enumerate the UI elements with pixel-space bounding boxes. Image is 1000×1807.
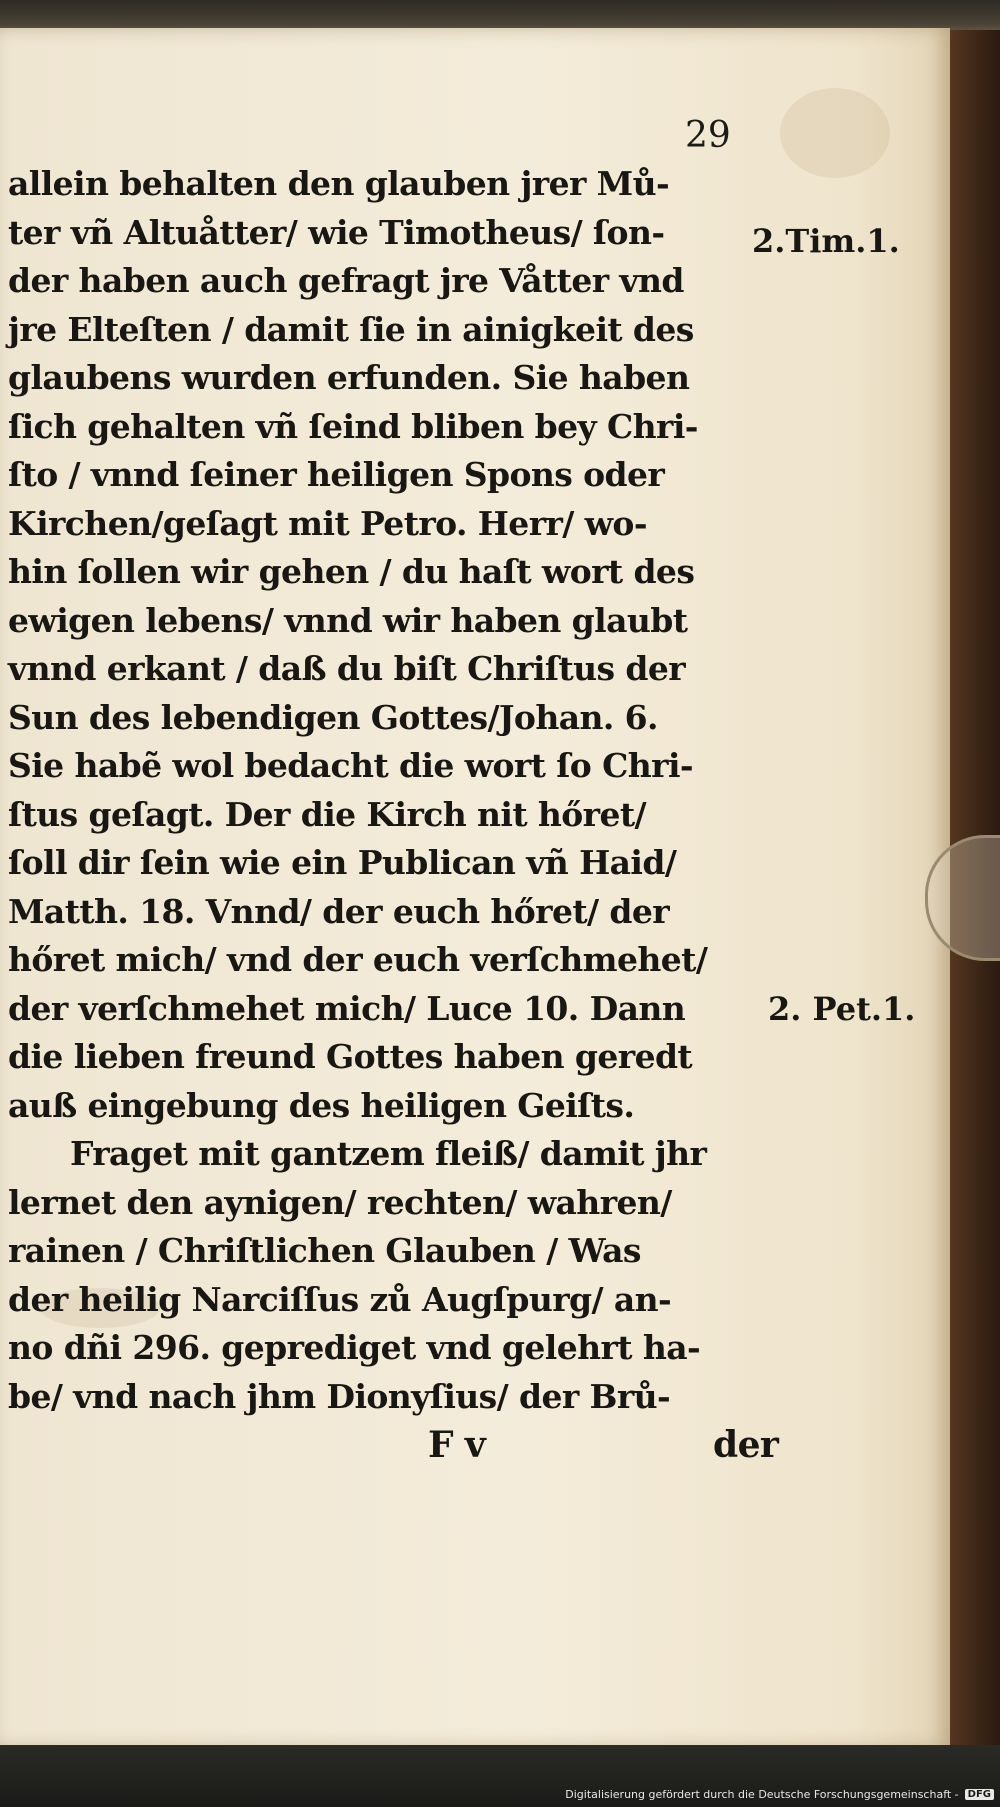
text-line: jre Elteſten / damit ſie in ainigkeit des bbox=[8, 309, 694, 349]
margin-note-pet: 2. Pet.1. bbox=[768, 990, 916, 1028]
text-line: Sun des lebendigen Gottes/Johan. 6. bbox=[8, 697, 658, 737]
text-line: die lieben freund Gottes haben geredt bbox=[8, 1037, 693, 1076]
dfg-logo: DFG bbox=[965, 1789, 994, 1800]
footer-credit bbox=[565, 1788, 994, 1801]
text-line: lernet den aynigen/ rechten/ wahren/ bbox=[8, 1182, 672, 1222]
catchword: der bbox=[713, 1424, 779, 1466]
text-line: ſoll dir ſein wie ein Publican vñ Haid/ bbox=[8, 843, 677, 882]
footer-text: Digitalisierung gefördert durch die Deutsche Forschungsgemeinschaft - bbox=[565, 1788, 959, 1801]
margin-note-tim: 2.Tim.1. bbox=[752, 222, 900, 260]
text-line: hőret mich/ vnd der euch verſchmehet/ bbox=[8, 940, 708, 979]
signature-line bbox=[8, 1421, 779, 1470]
text-line: ſtus geſagt. Der die Kirch nit hőret/ bbox=[8, 794, 646, 834]
text-line: allein behalten den glauben jrer Mů- bbox=[8, 164, 670, 203]
text-line: Kirchen/geſagt mit Petro. Herr/ wo- bbox=[8, 503, 647, 543]
text-line: auß eingebung des heiligen Geiſts. bbox=[8, 1085, 635, 1125]
text-line: glaubens wurden erfunden. Sie haben bbox=[8, 358, 690, 397]
text-line: be/ vnd nach jhm Dionyſius/ der Brů- bbox=[8, 1376, 671, 1416]
text-line: vnnd erkant / daß du biſt Chriſtus der bbox=[8, 649, 686, 688]
text-line: ewigen lebens/ vnnd wir haben glaubt bbox=[8, 600, 688, 640]
text-line: ſich gehalten vñ ſeind bliben bey Chri- bbox=[8, 406, 698, 446]
text-line: der heilig Narciſſus zů Augſpurg/ an- bbox=[8, 1279, 672, 1319]
text-line: no dñi 296. geprediget vnd gelehrt ha- bbox=[8, 1328, 701, 1367]
signature-mark: F v bbox=[428, 1424, 486, 1466]
paper-stain bbox=[780, 88, 890, 178]
text-line: der verſchmehet mich/ Luce 10. Dann bbox=[8, 988, 686, 1028]
text-line: der haben auch gefragt jre Våtter vnd bbox=[8, 261, 684, 300]
text-line: Sie habẽ wol bedacht die wort ſo Chri- bbox=[8, 746, 693, 785]
text-line: rainen / Chriſtlichen Glauben / Was bbox=[8, 1231, 641, 1270]
text-line: Matth. 18. Vnnd/ der euch hőret/ der bbox=[8, 891, 670, 931]
text-line: Fraget mit gantzem fleiß/ damit jhr bbox=[70, 1134, 707, 1173]
text-line: ter vñ Altuåtter/ wie Timotheus/ ſon- bbox=[8, 212, 665, 252]
text-line: ſto / vnnd ſeiner heiligen Spons oder bbox=[8, 455, 665, 494]
body-text bbox=[8, 160, 779, 1470]
text-line: hin ſollen wir gehen / du haſt wort des bbox=[8, 552, 695, 591]
page-number: 29 bbox=[685, 115, 731, 156]
